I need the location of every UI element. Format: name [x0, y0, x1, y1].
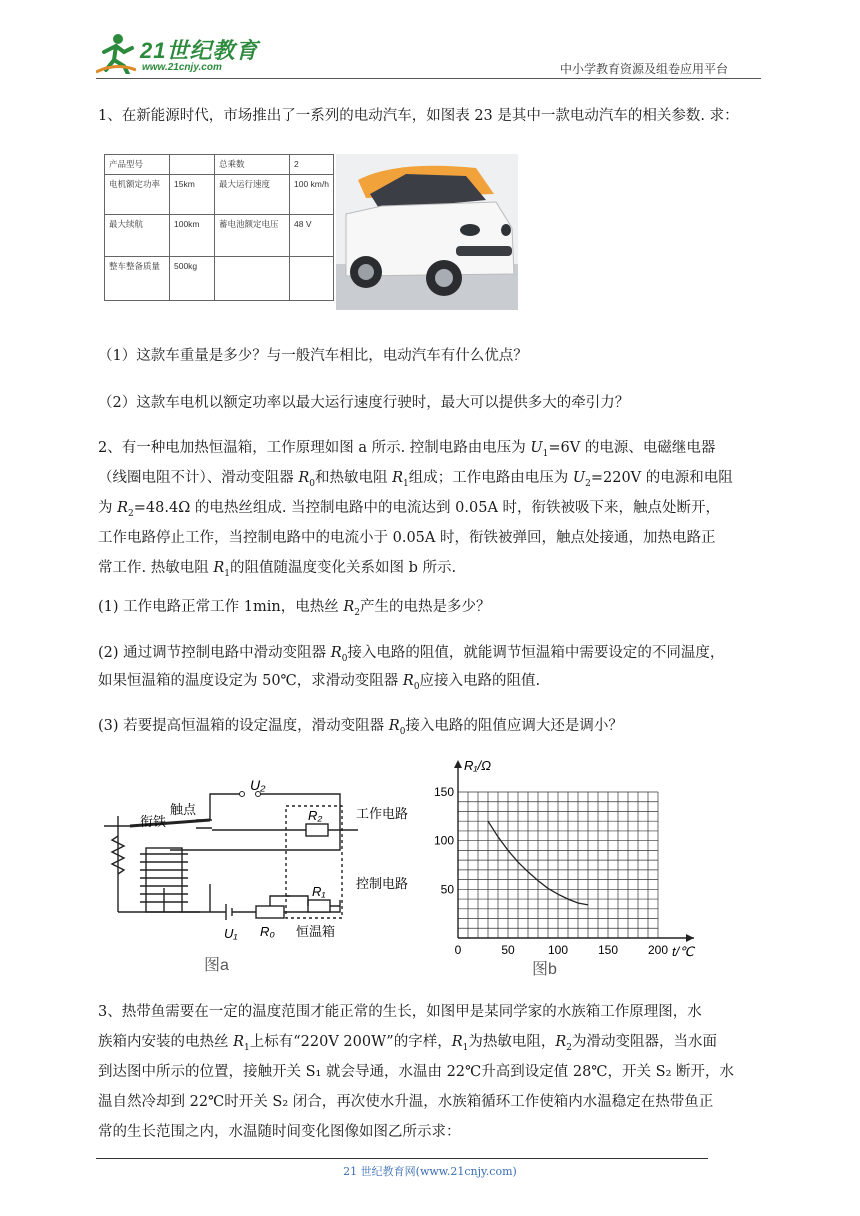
label-box: 恒温箱 — [296, 924, 336, 939]
table-cell: 2 — [290, 155, 334, 175]
symbol: R — [298, 470, 310, 486]
table-cell: 100 km/h — [290, 175, 334, 215]
subscript: 1 — [403, 478, 409, 489]
text: （线圈电阻不计）、滑动变阻器 — [98, 470, 299, 486]
x-axis-arrow — [686, 934, 694, 942]
car-photo — [336, 154, 518, 310]
symbol: U — [572, 470, 586, 486]
text: 的阻值随温度变化关系如图 b 所示. — [229, 560, 457, 576]
table-cell: 蓄电池额定电压 — [215, 215, 290, 257]
text: =48.4Ω 的电热丝组成. 当控制电路中的电流达到 0.05A 时，衔铁被吸下来，触点处断开， — [133, 500, 721, 516]
y-axis-label: R₁/Ω — [464, 758, 491, 773]
label-armature: 衔铁 — [140, 814, 167, 829]
header-rule — [96, 78, 761, 79]
table-cell — [215, 257, 290, 301]
q3-line5: 常的生长范围之内，水温随时间变化图像如图乙所示求： — [98, 1124, 461, 1140]
logo — [96, 32, 266, 76]
text: (3) 若要提高恒温箱的设定温度，滑动变阻器 — [98, 718, 389, 734]
logo-main-text: 21世纪教育 — [140, 38, 259, 63]
text: =6V 的电源、电磁继电器 — [548, 440, 716, 456]
figure-a-caption: 图a — [204, 957, 229, 974]
q2-line5 — [98, 553, 763, 589]
table-cell: 最大运行速度 — [215, 175, 290, 215]
subscript: 2 — [354, 607, 360, 618]
chart-grid — [458, 792, 658, 938]
table-cell: 总乘数 — [215, 155, 290, 175]
table-cell: 产品型号 — [105, 155, 170, 175]
table-cell: 500kg — [170, 257, 215, 301]
text: 2、有一种电加热恒温箱，工作原理如图 a 所示. 控制电路由电压为 — [98, 440, 531, 456]
text: 为 — [98, 500, 118, 516]
text: 如果恒温箱的温度设定为 50℃，求滑动变阻器 — [98, 673, 403, 689]
q2-sub2-line2 — [98, 666, 763, 702]
q1-sub1: （1）这款车重量是多少？与一般汽车相比，电动汽车有什么优点？ — [98, 348, 528, 364]
q3-line4: 温自然冷却到 22℃时开关 S₂ 闭合，再次使水升温，水族箱循环工作使箱内水温稳定在热带鱼正 — [98, 1094, 714, 1110]
table-cell: 15km — [170, 175, 215, 215]
symbol: R — [233, 1034, 245, 1050]
table-cell: 100km — [170, 215, 215, 257]
text: (1) 工作电路正常工作 1min，电热丝 — [98, 599, 344, 615]
text: 常工作. 热敏电阻 — [98, 560, 214, 576]
q1-intro: 1、在新能源时代，市场推出了一系列的电动汽车，如图表 23 是其中一款电动汽车的相关参数. 求： — [98, 108, 739, 124]
x-tick-label: 150 — [597, 943, 619, 957]
label-work-circuit: 工作电路 — [356, 806, 409, 821]
symbol: R — [117, 500, 129, 516]
symbol: U — [530, 440, 543, 456]
subscript: 1 — [462, 1042, 469, 1053]
x-tick-label: 100 — [547, 943, 569, 957]
subscript: 1 — [542, 448, 549, 459]
x-tick-label: 0 — [454, 943, 462, 957]
footer-text: 21 世纪教育网(www.21cnjy.com) — [343, 1165, 517, 1178]
symbol: R — [451, 1034, 463, 1050]
q1-spec-table — [104, 154, 334, 301]
text: 上标有“220V 200W”的字样， — [249, 1034, 452, 1050]
subscript: 1 — [224, 568, 230, 579]
subscript: 2 — [128, 508, 134, 519]
table-cell: 整车整备质量 — [105, 257, 170, 301]
text: 组成；工作电路由电压为 — [408, 470, 573, 486]
x-tick-label: 50 — [501, 943, 515, 957]
q1-sub2: （2）这款车电机以额定功率以最大运行速度行驶时，最大可以提供多大的牵引力？ — [98, 395, 630, 411]
label-U2: U₂ — [250, 777, 266, 793]
chart-b — [430, 752, 710, 982]
symbol: R — [330, 645, 342, 661]
text: 接入电路的阻值应调大还是调小？ — [405, 718, 623, 734]
text: 产生的电热是多少？ — [359, 599, 491, 615]
table-cell — [290, 257, 334, 301]
symbol: R — [402, 673, 414, 689]
symbol: R — [555, 1034, 567, 1050]
y-tick-label: 50 — [440, 882, 454, 897]
y-tick-label: 150 — [433, 785, 454, 799]
figure-a — [100, 776, 420, 976]
symbol: R — [392, 470, 404, 486]
table-cell: 最大续航 — [105, 215, 170, 257]
label-control-circuit: 控制电路 — [356, 876, 409, 891]
y-axis-arrow — [454, 760, 462, 768]
label-R1: R₁ — [312, 884, 326, 899]
table-cell: 48 V — [290, 215, 334, 257]
symbol: R — [213, 560, 225, 576]
figure-b — [430, 752, 710, 982]
subscript: 0 — [341, 653, 348, 664]
text: 为热敏电阻， — [468, 1034, 556, 1050]
subscript: 0 — [399, 726, 406, 737]
table-cell: 电机额定功率 — [105, 175, 170, 215]
footer-rule — [96, 1158, 708, 1159]
text: 应接入电路的阻值. — [419, 673, 541, 689]
subscript: 2 — [585, 478, 591, 489]
logo-url-text: www.21cnjy.com — [142, 62, 222, 73]
symbol: R — [388, 718, 400, 734]
q3-line3: 到达图中所示的位置，接触开关 S₁ 就会导通，水温由 22℃升高到设定值 28℃，开关 S₂ 断开，水 — [98, 1064, 734, 1080]
text: (2) 通过调节控制电路中滑动变阻器 — [98, 645, 331, 661]
circuit-diagram — [100, 776, 420, 976]
subscript: 2 — [566, 1042, 573, 1053]
q3-line1: 3、热带鱼需要在一定的温度范围才能正常的生长，如图甲是某同学家的水族箱工作原理图，水 — [98, 1004, 702, 1020]
runner-logo-icon — [96, 32, 136, 74]
symbol: R — [343, 599, 355, 615]
y-tick-label: 100 — [433, 833, 454, 848]
q2-sub3 — [98, 711, 763, 747]
label-U1: U₁ — [224, 926, 238, 941]
x-tick-label: 200 — [647, 943, 669, 957]
figure-b-caption: 图b — [532, 961, 557, 978]
label-contact: 触点 — [170, 802, 197, 817]
q2-sub1 — [98, 592, 763, 628]
label-R0: R₀ — [260, 924, 275, 939]
x-axis-label: t/℃ — [672, 944, 694, 959]
q2-line4: 工作电路停止工作，当控制电路中的电流小于 0.05A 时，衔铁被弹回，触点处接通，加热电路正 — [98, 530, 716, 546]
chart-ticks — [434, 785, 668, 957]
subscript: 0 — [413, 681, 420, 692]
text: =220V 的电源和电阻 — [590, 470, 733, 486]
label-R2: R₂ — [308, 808, 323, 823]
header — [0, 0, 860, 90]
table-cell — [170, 155, 215, 175]
subscript: 1 — [244, 1042, 250, 1053]
text: 族箱内安装的电热丝 — [98, 1034, 234, 1050]
text: 和热敏电阻 — [315, 470, 393, 486]
text: 为滑动变阻器，当水面 — [572, 1034, 718, 1050]
text: 接入电路的阻值，就能调节恒温箱中需要设定的不同温度， — [347, 645, 725, 661]
subscript: 0 — [309, 478, 316, 489]
platform-title: 中小学教育资源及组卷应用平台 — [560, 62, 729, 76]
